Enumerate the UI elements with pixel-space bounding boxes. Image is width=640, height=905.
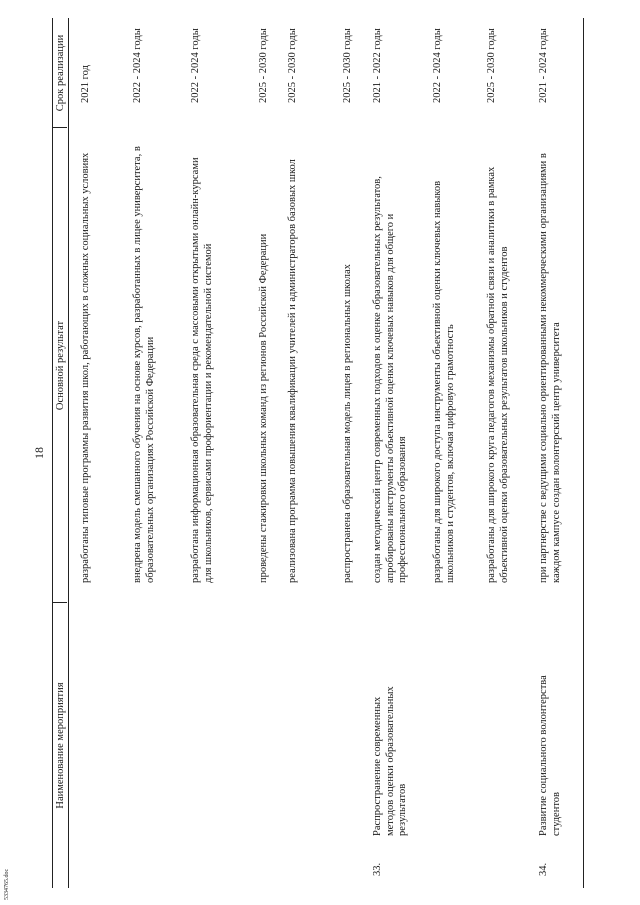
result-cell: создан методический центр современных подходов к оценке образовательных результатов, апробированы инструменты объективной оценки ключевых навыков для общего и профессионального образования — [372, 176, 408, 583]
term-cell: 2021 год — [80, 65, 91, 103]
table-bottom-rule — [583, 18, 584, 888]
result-cell: распространена образовательная модель лицея в региональных школах — [342, 264, 353, 583]
header-term: Срок реализации — [55, 34, 66, 112]
result-cell: реализована программа повышения квалификации учителей и администраторов базовых школ — [287, 159, 298, 583]
term-cell: 2022 - 2024 годы — [190, 28, 201, 103]
page-number: 18 — [32, 447, 46, 459]
row-number: 33. — [372, 862, 383, 876]
footer-filename: 5334765.doc — [4, 868, 10, 900]
result-cell: разработана информационная образовательная среда с массовыми открытыми онлайн-курсами для школьников, сервисами профориентации и рекомендательной системой — [190, 157, 214, 583]
result-cell: разработаны типовые программы развития школ, работающих в сложных социальных условиях — [80, 152, 91, 583]
term-cell: 2025 - 2030 годы — [287, 28, 298, 103]
activity-cell: Распространение современных методов оценки образовательных результатов — [372, 686, 408, 836]
row-number: 34. — [538, 862, 549, 876]
result-cell: разработаны для широкого круга педагогов механизмы обратной связи и аналитики в рамках объективной оценки образовательных результатов школьников и студентов — [486, 166, 510, 583]
term-cell: 2025 - 2030 годы — [258, 28, 269, 103]
result-cell: разработаны для широкого доступа инструменты объективной оценки ключевых навыков школьников и студентов, включая цифровую грамотность — [432, 180, 456, 583]
result-cell: внедрена модель смешанного обучения на основе курсов, разработанных в лицее университета, в образовательных организациях Российской Федерации — [132, 146, 156, 583]
term-cell: 2022 - 2024 годы — [432, 28, 443, 103]
term-cell: 2025 - 2030 годы — [486, 28, 497, 103]
header-divider — [52, 127, 67, 128]
header-divider — [52, 602, 67, 603]
term-cell: 2025 - 2030 годы — [342, 28, 353, 103]
header-name: Наименование мероприятия — [55, 682, 66, 809]
footer — [4, 860, 14, 900]
term-cell: 2022 - 2024 годы — [132, 28, 143, 103]
result-cell: при партнерстве с ведущими социально ориентированными некоммерческими организациями в каждом кампусе создан волонтерский центр университета — [538, 153, 562, 583]
rotated-page — [32, 18, 607, 888]
result-cell: проведены стажировки школьных команд из регионов Российской Федерации — [258, 233, 269, 583]
activity-cell: Развитие социального волонтерства студентов — [538, 675, 562, 836]
table-header — [52, 18, 69, 888]
term-cell: 2021 - 2024 годы — [538, 28, 549, 103]
term-cell: 2021 - 2022 годы — [372, 28, 383, 103]
header-result: Основной результат — [55, 320, 66, 411]
